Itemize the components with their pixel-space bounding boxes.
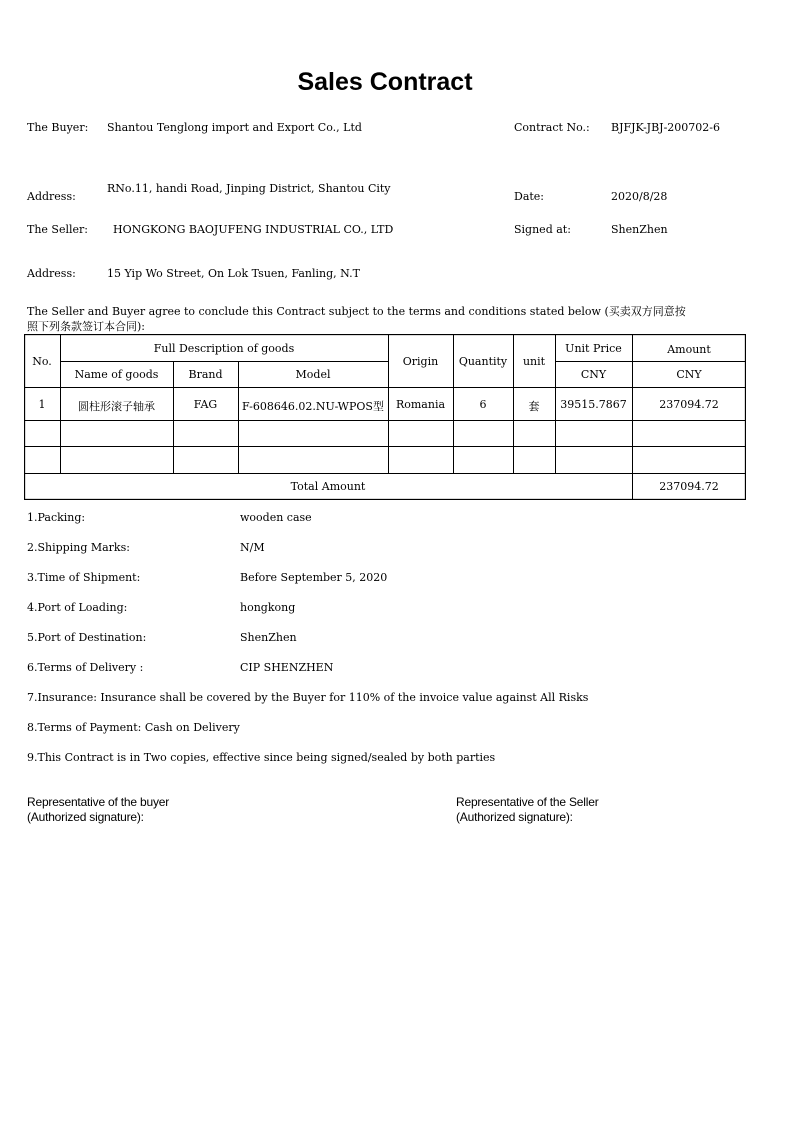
header-unit: unit (522, 355, 546, 368)
seller-signature-title: Representative of the Seller (456, 795, 599, 809)
contract-no-value: BJFJK-JBJ-200702-6 (611, 121, 720, 134)
date-value: 2020/8/28 (611, 190, 668, 203)
contract-no-label: Contract No.: (514, 121, 590, 134)
header-origin: Origin (402, 355, 439, 368)
header-unit-price: Unit Price (565, 342, 622, 355)
buyer-signature-title: Representative of the buyer (27, 795, 170, 809)
term-port-loading-value: hongkong (240, 601, 296, 614)
table-row-1-unit: 套 (528, 400, 540, 413)
header-brand: Brand (188, 368, 223, 381)
table-row-1-brand: FAG (193, 398, 218, 411)
term-packing-value: wooden case (240, 511, 312, 524)
term-port-destination-label: 5.Port of Destination: (27, 631, 147, 644)
clause-insurance: 7.Insurance: Insurance shall be covered by the Buyer for 110% of the invoice value against All Risks (27, 691, 589, 704)
seller-address-label: Address: (27, 267, 76, 280)
table-row-1-origin: Romania (395, 398, 446, 411)
buyer-label: The Buyer: (27, 121, 89, 134)
clause-copies: 9.This Contract is in Two copies, effective since being signed/sealed by both parties (27, 751, 496, 764)
table-row-1-quantity: 6 (479, 398, 487, 411)
term-port-loading-label: 4.Port of Loading: (27, 601, 128, 614)
contract-title: Sales Contract (297, 68, 473, 96)
term-shipment-time-value: Before September 5, 2020 (240, 571, 388, 584)
agreement-line-2: 照下列条款签订本合同): (27, 320, 145, 333)
goods-table-lines (24, 334, 746, 500)
signed-at-label: Signed at: (514, 223, 571, 236)
agreement-line-1: The Seller and Buyer agree to conclude this Contract subject to the terms and conditions stated below (买卖双方同意按 (27, 305, 686, 318)
seller-signature-note: (Authorized signature): (456, 810, 573, 824)
clause-payment: 8.Terms of Payment: Cash on Delivery (27, 721, 240, 734)
seller-label: The Seller: (27, 223, 88, 236)
buyer-value: Shantou Tenglong import and Export Co., Ltd (107, 121, 362, 134)
header-quantity: Quantity (458, 355, 508, 368)
term-shipping-marks-value: N/M (240, 541, 265, 554)
table-row-1-name: 圆柱形滚子轴承 (78, 400, 155, 413)
term-shipment-time-label: 3.Time of Shipment: (27, 571, 141, 584)
term-delivery-value: CIP SHENZHEN (240, 661, 334, 674)
buyer-address-value: RNo.11, handi Road, Jinping District, Shantou City (107, 182, 391, 195)
header-full-description: Full Description of goods (153, 342, 295, 355)
header-no: No. (32, 355, 52, 368)
table-row-1-model: F-608646.02.NU-WPOS型 (242, 400, 384, 413)
header-amount-currency: CNY (676, 368, 702, 381)
term-packing-label: 1.Packing: (27, 511, 86, 524)
goods-table (24, 334, 746, 500)
header-amount: Amount (667, 343, 711, 356)
seller-address-value: 15 Yip Wo Street, On Lok Tsuen, Fanling, N.T (107, 267, 360, 280)
term-delivery-label: 6.Terms of Delivery : (27, 661, 144, 674)
table-row-1-amount: 237094.72 (659, 398, 719, 411)
total-amount-value: 237094.72 (659, 480, 719, 493)
total-amount-label: Total Amount (290, 480, 366, 493)
buyer-signature-note: (Authorized signature): (27, 810, 144, 824)
header-model: Model (295, 368, 331, 381)
date-label: Date: (514, 190, 545, 203)
header-name-of-goods: Name of goods (74, 368, 159, 381)
table-row-1-no: 1 (38, 398, 46, 411)
header-unit-price-currency: CNY (580, 368, 607, 381)
term-shipping-marks-label: 2.Shipping Marks: (27, 541, 130, 554)
signed-at-value: ShenZhen (611, 223, 668, 236)
seller-value: HONGKONG BAOJUFENG INDUSTRIAL CO., LTD (113, 223, 394, 236)
table-row-1-unit-price: 39515.7867 (560, 398, 627, 411)
buyer-address-label: Address: (27, 190, 76, 203)
term-port-destination-value: ShenZhen (240, 631, 297, 644)
